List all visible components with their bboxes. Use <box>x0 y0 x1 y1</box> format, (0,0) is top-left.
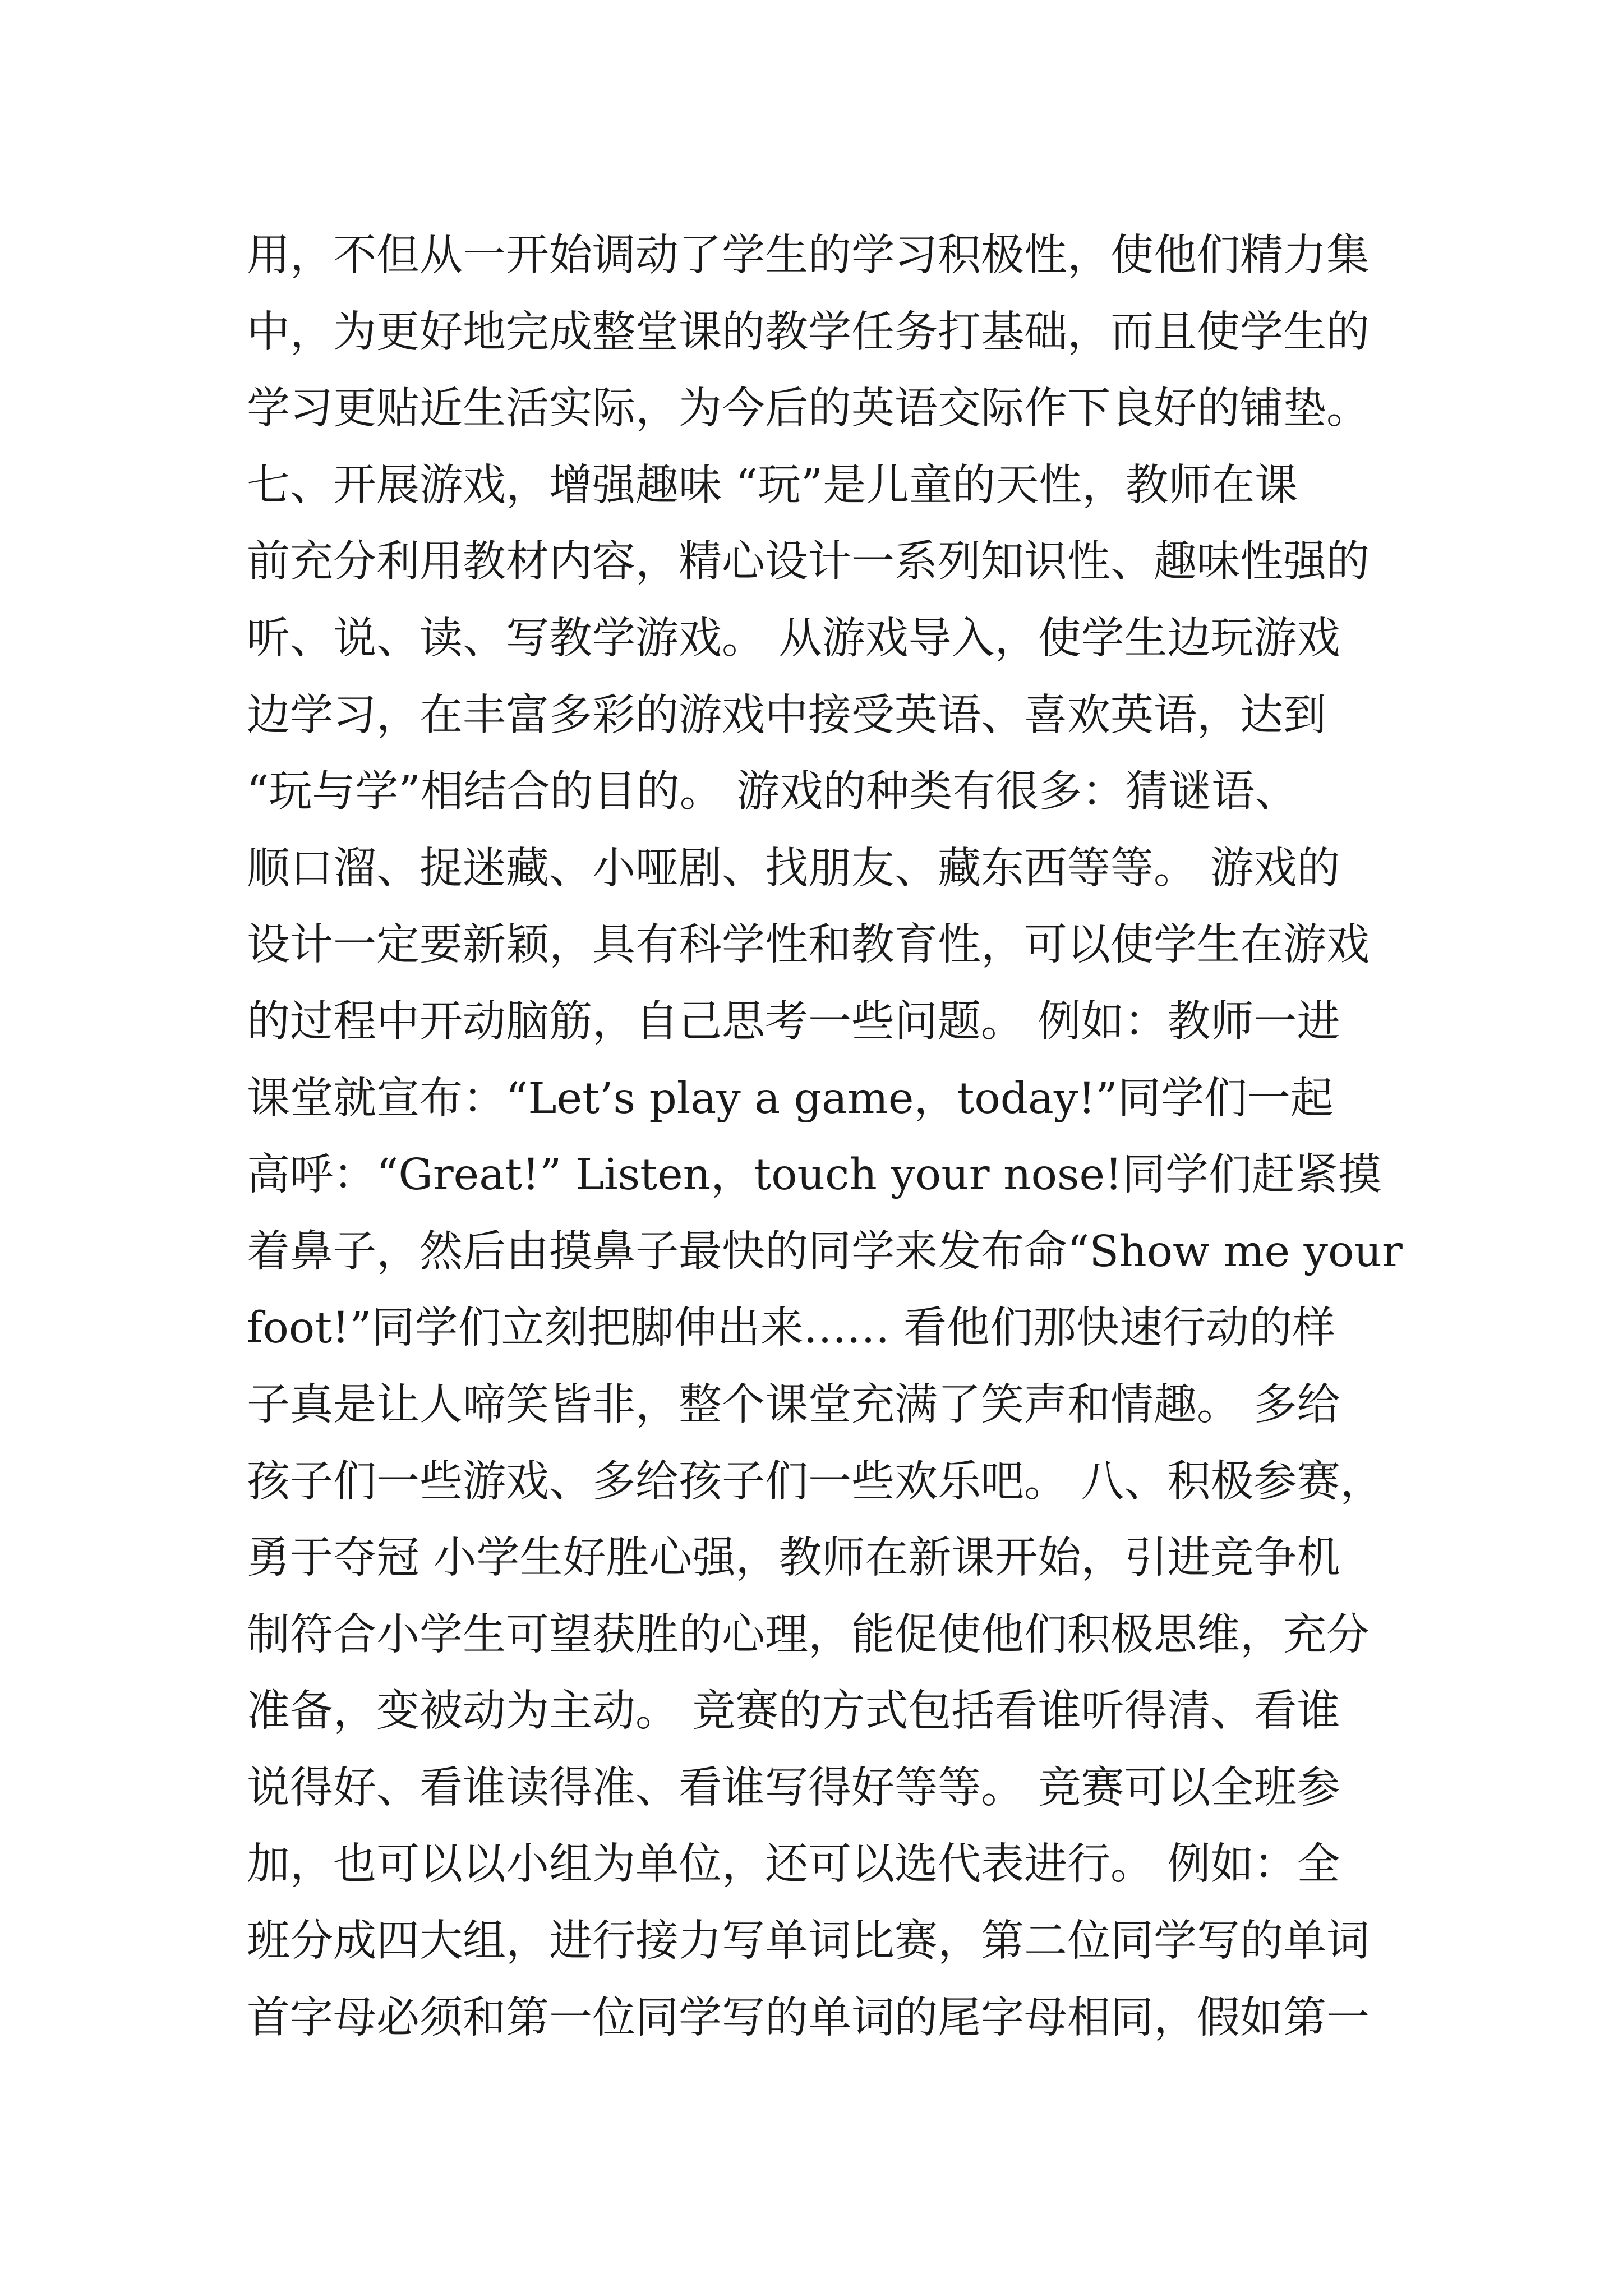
text-line: 孩子们一些游戏、多给孩子们一些欢乐吧。 八、积极参赛， <box>247 1456 1384 1507</box>
text-line: 中，为更好地完成整堂课的教学任务打基础，而且使学生的 <box>247 307 1370 357</box>
text-line: 边学习，在丰富多彩的游戏中接受英语、喜欢英语，达到 <box>247 690 1326 740</box>
text-line: 准备，变被动为主动。 竞赛的方式包括看谁听得清、看谁 <box>247 1686 1340 1737</box>
text-line: 首字母必须和第一位同学写的单词的尾字母相同，假如第一 <box>247 1993 1370 2043</box>
text-line: 加，也可以以小组为单位，还可以选代表进行。 例如：全 <box>247 1839 1340 1890</box>
body-text <box>247 218 1413 2056</box>
text-line: 用，不但从一开始调动了学生的学习积极性，使他们精力集 <box>247 231 1370 280</box>
text-line: 顺口溜、捉迷藏、小哑剧、找朋友、藏东西等等。 游戏的 <box>247 843 1340 894</box>
text-line: 学习更贴近生活实际，为今后的英语交际作下良好的铺垫。 <box>247 384 1370 434</box>
text-line: 制符合小学生可望获胜的心理，能促使他们积极思维，充分 <box>247 1609 1370 1660</box>
text-line: 七、开展游戏，增强趣味 “玩”是儿童的天性，教师在课 <box>247 460 1298 510</box>
text-line: 听、说、读、写教学游戏。 从游戏导入，使学生边玩游戏 <box>247 613 1340 664</box>
text-line: foot!”同学们立刻把脚伸出来…… 看他们那快速行动的样 <box>247 1303 1335 1354</box>
text-line: “玩与学”相结合的目的。 游戏的种类有很多：猜谜语、 <box>247 767 1298 817</box>
text-line: 着鼻子，然后由摸鼻子最快的同学来发布命“Show me your <box>247 1226 1403 1277</box>
text-line: 勇于夺冠 小学生好胜心强，教师在新课开始，引进竞争机 <box>247 1533 1340 1584</box>
text-line: 设计一定要新颖，具有科学性和教育性，可以使学生在游戏 <box>247 920 1370 970</box>
text-line: 子真是让人啼笑皆非，整个课堂充满了笑声和情趣。 多给 <box>247 1379 1340 1430</box>
text-line: 高呼：“Great!” Listen，touch your nose!同学们赶紧摸 <box>247 1150 1382 1200</box>
text-line: 课堂就宣布：“Let’s play a game，today!”同学们一起 <box>247 1073 1334 1124</box>
text-line: 说得好、看谁读得准、看谁写得好等等。 竞赛可以全班参 <box>247 1763 1340 1813</box>
text-line: 前充分利用教材内容，精心设计一系列知识性、趣味性强的 <box>247 537 1370 587</box>
text-line: 班分成四大组，进行接力写单词比赛，第二位同学写的单词 <box>247 1916 1370 1967</box>
text-line: 的过程中开动脑筋，自己思考一些问题。 例如：教师一进 <box>247 996 1340 1047</box>
